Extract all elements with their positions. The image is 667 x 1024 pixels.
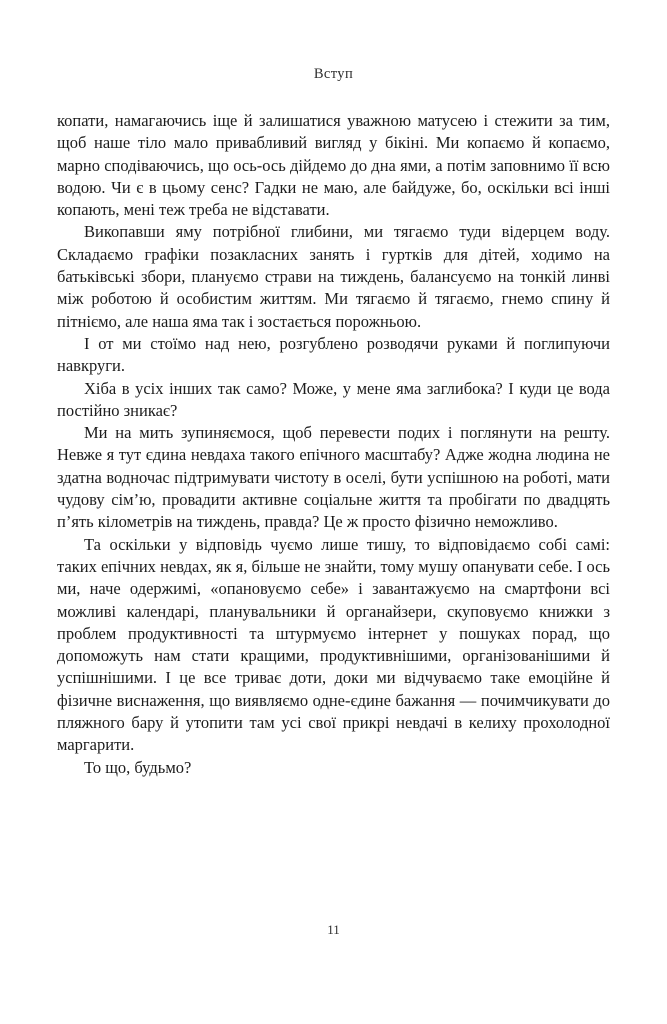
paragraph: То що, будьмо? [84,757,192,777]
chapter-header: Вступ [313,66,354,82]
paragraph: Хіба в усіх інших так само? Може, у мене яма заглибока? І куди це вода постійно зникає? [57,378,610,420]
body-text [57,110,610,779]
paragraph: копати, намагаючись іще й залишатися уважною матусею і стежити за тим, щоб наше тіло мало привабливий вигляд у бікіні. Ми копаємо й копаємо, марно сподіваючись, що ось-ось дійдемо до дна ями, а потім заповнимо її всю водою. Чи є в цьому сенс? Гадки не маю, але байдуже, бо, оскільки всі інші копають, мені теж треба не відставати. [57,111,610,220]
page-number: 11 [327,922,340,937]
paragraph: Та оскільки у відповідь чуємо лише тишу, то відповідаємо собі самі: таких епічних невдах, як я, більше не знайти, тому мушу опанувати себе. І ось ми, наче одержимі, «опановуємо себе» і завантажуємо на смартфони всі можливі календарі, планувальники й органайзери, скуповуємо книжки з проблем продуктивності та штурмуємо інтернет у пошуках порад, що допоможуть нам стати кращими, продуктивнішими, організованішими й успішнішими. І це все триває доти, доки ми відчуваємо таке емоційне й фізичне виснаження, що виявляємо одне-єдине бажання — почимчикувати до пляжного бару й утопити там усі свої прикрі невдачі в келиху прохолодної маргарити. [57,534,610,755]
paragraph: Викопавши яму потрібної глибини, ми тягаємо туди відерцем воду. Складаємо графіки позакласних занять і гуртків для дітей, ходимо на батьківські збори, плануємо страви на тиждень, балансуємо на тонкій линві між роботою й особистим життям. Ми тягаємо й тягаємо, гнемо спину й пітніємо, але наша яма так і зостається порожньою. [57,222,610,331]
paragraph: І от ми стоїмо над нею, розгублено розводячи руками й поглипуючи навкруги. [57,333,610,376]
paragraph: Ми на мить зупиняємося, щоб перевести подих і поглянути на решту. Невже я тут єдина невдаха такого епічного масштабу? Адже жодна людина не здатна водночас підтримувати чистоту в оселі, бути успішною на роботі, мати чудову сім’ю, провадити активне соціальне життя та пробігати по двадцять п’ять кілометрів на тиждень, правда? Це ж просто фізично неможливо. [57,423,610,532]
